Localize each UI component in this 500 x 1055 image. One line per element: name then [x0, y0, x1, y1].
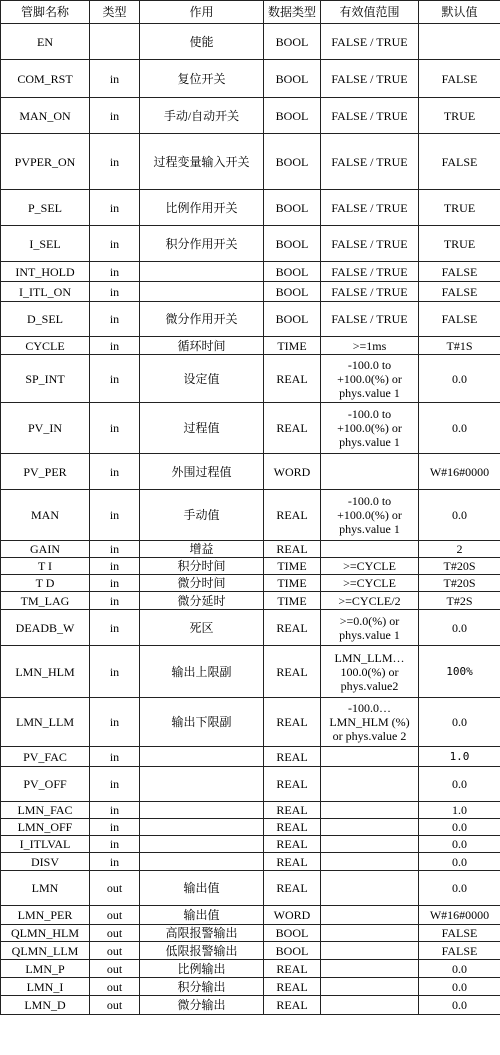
function-cell: 微分时间	[140, 575, 264, 592]
table-row	[1, 190, 500, 226]
default-value-cell: 0.0	[419, 996, 500, 1015]
default-value-cell: 0.0	[419, 836, 500, 853]
function-cell	[140, 836, 264, 853]
type-cell: in	[90, 541, 140, 558]
valid-range-cell	[321, 802, 419, 819]
default-value-cell: 0.0	[419, 819, 500, 836]
default-value-cell: TRUE	[419, 226, 500, 262]
valid-range-cell: FALSE / TRUE	[321, 134, 419, 190]
type-cell: in	[90, 802, 140, 819]
type-cell: in	[90, 60, 140, 98]
pin-name-cell: PV_PER	[1, 454, 90, 490]
pin-name-cell: INT_HOLD	[1, 262, 90, 282]
function-cell: 输出值	[140, 906, 264, 925]
valid-range-cell: -100.0 to +100.0(%) or phys.value 1	[321, 403, 419, 454]
table-row	[1, 24, 500, 60]
data-type-cell: REAL	[264, 836, 321, 853]
data-type-cell: REAL	[264, 698, 321, 747]
data-type-cell: REAL	[264, 355, 321, 403]
data-type-cell: REAL	[264, 490, 321, 541]
function-cell	[140, 747, 264, 767]
function-cell: 复位开关	[140, 60, 264, 98]
valid-range-cell	[321, 767, 419, 802]
type-cell: in	[90, 403, 140, 454]
function-cell	[140, 802, 264, 819]
data-type-cell: WORD	[264, 454, 321, 490]
type-cell: in	[90, 226, 140, 262]
default-value-cell: FALSE	[419, 302, 500, 337]
pin-name-cell: D_SEL	[1, 302, 90, 337]
table-row	[1, 98, 500, 134]
valid-range-cell: >=1ms	[321, 337, 419, 355]
data-type-cell: BOOL	[264, 134, 321, 190]
pin-name-cell: I_ITL_ON	[1, 282, 90, 302]
table-row	[1, 698, 500, 747]
type-cell: in	[90, 610, 140, 646]
pin-name-cell: I_ITLVAL	[1, 836, 90, 853]
type-cell: in	[90, 302, 140, 337]
pin-name-cell: LMN_D	[1, 996, 90, 1015]
type-cell: in	[90, 337, 140, 355]
header-type: 类型	[90, 1, 140, 24]
data-type-cell: TIME	[264, 337, 321, 355]
valid-range-cell: FALSE / TRUE	[321, 282, 419, 302]
valid-range-cell	[321, 942, 419, 960]
valid-range-cell	[321, 996, 419, 1015]
valid-range-cell: FALSE / TRUE	[321, 262, 419, 282]
type-cell: in	[90, 747, 140, 767]
function-cell	[140, 767, 264, 802]
data-type-cell: REAL	[264, 978, 321, 996]
type-cell: in	[90, 698, 140, 747]
default-value-cell: 1.0	[419, 747, 500, 767]
pin-name-cell: LMN_LLM	[1, 698, 90, 747]
type-cell: in	[90, 836, 140, 853]
type-cell: in	[90, 454, 140, 490]
default-value-cell: T#1S	[419, 337, 500, 355]
pin-name-cell: MAN_ON	[1, 98, 90, 134]
data-type-cell: BOOL	[264, 190, 321, 226]
type-cell: out	[90, 978, 140, 996]
function-cell: 比例作用开关	[140, 190, 264, 226]
pin-name-cell: CYCLE	[1, 337, 90, 355]
pin-name-cell: LMN_FAC	[1, 802, 90, 819]
default-value-cell: FALSE	[419, 60, 500, 98]
table-row	[1, 996, 500, 1015]
data-type-cell: BOOL	[264, 98, 321, 134]
data-type-cell: REAL	[264, 610, 321, 646]
default-value-cell: 100%	[419, 646, 500, 698]
header-data-type: 数据类型	[264, 1, 321, 24]
function-cell: 输出下限副	[140, 698, 264, 747]
table-row	[1, 942, 500, 960]
data-type-cell: REAL	[264, 871, 321, 906]
function-cell: 过程变量输入开关	[140, 134, 264, 190]
pin-name-cell: T I	[1, 558, 90, 575]
type-cell: in	[90, 490, 140, 541]
type-cell: out	[90, 871, 140, 906]
table-row	[1, 355, 500, 403]
table-row	[1, 871, 500, 906]
type-cell: in	[90, 853, 140, 871]
default-value-cell: 0.0	[419, 490, 500, 541]
function-cell	[140, 853, 264, 871]
data-type-cell: TIME	[264, 592, 321, 610]
table-row	[1, 767, 500, 802]
data-type-cell: REAL	[264, 960, 321, 978]
function-cell: 比例输出	[140, 960, 264, 978]
table-row	[1, 592, 500, 610]
function-cell: 外围过程值	[140, 454, 264, 490]
function-cell: 增益	[140, 541, 264, 558]
header-pin-name: 管脚名称	[1, 1, 90, 24]
valid-range-cell	[321, 960, 419, 978]
type-cell	[90, 24, 140, 60]
pin-name-cell: PV_OFF	[1, 767, 90, 802]
pin-name-cell: T D	[1, 575, 90, 592]
valid-range-cell: -100.0 to +100.0(%) or phys.value 1	[321, 490, 419, 541]
data-type-cell: BOOL	[264, 282, 321, 302]
table-row	[1, 853, 500, 871]
table-row	[1, 454, 500, 490]
table-row	[1, 60, 500, 98]
table-row	[1, 575, 500, 592]
pin-name-cell: P_SEL	[1, 190, 90, 226]
default-value-cell: 0.0	[419, 853, 500, 871]
table-row	[1, 226, 500, 262]
pin-name-cell: MAN	[1, 490, 90, 541]
valid-range-cell	[321, 819, 419, 836]
table-row	[1, 646, 500, 698]
data-type-cell: BOOL	[264, 262, 321, 282]
data-type-cell: BOOL	[264, 302, 321, 337]
data-type-cell: REAL	[264, 767, 321, 802]
valid-range-cell	[321, 747, 419, 767]
function-cell	[140, 282, 264, 302]
data-type-cell: BOOL	[264, 925, 321, 942]
default-value-cell	[419, 24, 500, 60]
valid-range-cell: -100.0… LMN_HLM (%) or phys.value 2	[321, 698, 419, 747]
data-type-cell: WORD	[264, 906, 321, 925]
table-row	[1, 906, 500, 925]
function-cell: 积分时间	[140, 558, 264, 575]
pin-name-cell: SP_INT	[1, 355, 90, 403]
valid-range-cell: -100.0 to +100.0(%) or phys.value 1	[321, 355, 419, 403]
table-row	[1, 925, 500, 942]
function-cell: 手动/自动开关	[140, 98, 264, 134]
table-row	[1, 610, 500, 646]
header-default-value: 默认值	[419, 1, 500, 24]
type-cell: in	[90, 262, 140, 282]
table-row	[1, 282, 500, 302]
type-cell: out	[90, 996, 140, 1015]
data-type-cell: TIME	[264, 575, 321, 592]
default-value-cell: 0.0	[419, 871, 500, 906]
function-cell: 微分作用开关	[140, 302, 264, 337]
pin-name-cell: LMN_HLM	[1, 646, 90, 698]
header-row	[1, 1, 500, 24]
pin-name-cell: PV_IN	[1, 403, 90, 454]
function-cell: 微分输出	[140, 996, 264, 1015]
data-type-cell: REAL	[264, 646, 321, 698]
data-type-cell: BOOL	[264, 226, 321, 262]
valid-range-cell	[321, 454, 419, 490]
header-function: 作用	[140, 1, 264, 24]
default-value-cell: 0.0	[419, 978, 500, 996]
data-type-cell: REAL	[264, 541, 321, 558]
valid-range-cell	[321, 871, 419, 906]
default-value-cell: 0.0	[419, 698, 500, 747]
valid-range-cell: >=CYCLE	[321, 558, 419, 575]
type-cell: out	[90, 925, 140, 942]
type-cell: in	[90, 355, 140, 403]
default-value-cell: TRUE	[419, 190, 500, 226]
type-cell: in	[90, 282, 140, 302]
pin-name-cell: DISV	[1, 853, 90, 871]
pin-name-cell: EN	[1, 24, 90, 60]
valid-range-cell: FALSE / TRUE	[321, 190, 419, 226]
type-cell: in	[90, 575, 140, 592]
type-cell: out	[90, 906, 140, 925]
valid-range-cell	[321, 853, 419, 871]
table-row	[1, 541, 500, 558]
function-cell: 手动值	[140, 490, 264, 541]
type-cell: in	[90, 190, 140, 226]
default-value-cell: 0.0	[419, 767, 500, 802]
table-row	[1, 490, 500, 541]
function-cell: 积分作用开关	[140, 226, 264, 262]
table-row	[1, 802, 500, 819]
valid-range-cell: FALSE / TRUE	[321, 60, 419, 98]
table-row	[1, 558, 500, 575]
default-value-cell: FALSE	[419, 134, 500, 190]
function-cell: 输出值	[140, 871, 264, 906]
function-cell: 设定值	[140, 355, 264, 403]
function-cell: 微分延时	[140, 592, 264, 610]
valid-range-cell: >=CYCLE/2	[321, 592, 419, 610]
pin-name-cell: PVPER_ON	[1, 134, 90, 190]
function-cell: 低限报警输出	[140, 942, 264, 960]
function-cell	[140, 819, 264, 836]
default-value-cell: FALSE	[419, 942, 500, 960]
valid-range-cell: FALSE / TRUE	[321, 302, 419, 337]
type-cell: in	[90, 558, 140, 575]
pin-name-cell: LMN_PER	[1, 906, 90, 925]
default-value-cell: FALSE	[419, 262, 500, 282]
table-row	[1, 978, 500, 996]
function-cell: 高限报警输出	[140, 925, 264, 942]
valid-range-cell: FALSE / TRUE	[321, 226, 419, 262]
valid-range-cell	[321, 925, 419, 942]
pin-name-cell: PV_FAC	[1, 747, 90, 767]
data-type-cell: TIME	[264, 558, 321, 575]
default-value-cell: 0.0	[419, 403, 500, 454]
function-cell	[140, 262, 264, 282]
valid-range-cell: >=0.0(%) or phys.value 1	[321, 610, 419, 646]
default-value-cell: T#2S	[419, 592, 500, 610]
function-cell: 过程值	[140, 403, 264, 454]
pin-name-cell: I_SEL	[1, 226, 90, 262]
function-cell: 循环时间	[140, 337, 264, 355]
default-value-cell: W#16#0000	[419, 454, 500, 490]
data-type-cell: REAL	[264, 403, 321, 454]
default-value-cell: 1.0	[419, 802, 500, 819]
table-row	[1, 836, 500, 853]
type-cell: in	[90, 134, 140, 190]
default-value-cell: FALSE	[419, 925, 500, 942]
pin-name-cell: TM_LAG	[1, 592, 90, 610]
pin-name-cell: COM_RST	[1, 60, 90, 98]
default-value-cell: 0.0	[419, 610, 500, 646]
type-cell: in	[90, 767, 140, 802]
default-value-cell: FALSE	[419, 282, 500, 302]
table-row	[1, 134, 500, 190]
data-type-cell: BOOL	[264, 60, 321, 98]
valid-range-cell: FALSE / TRUE	[321, 98, 419, 134]
data-type-cell: BOOL	[264, 942, 321, 960]
pin-name-cell: GAIN	[1, 541, 90, 558]
data-type-cell: BOOL	[264, 24, 321, 60]
table-row	[1, 403, 500, 454]
type-cell: in	[90, 646, 140, 698]
header-valid-range: 有效值范围	[321, 1, 419, 24]
pin-name-cell: LMN	[1, 871, 90, 906]
type-cell: in	[90, 592, 140, 610]
valid-range-cell	[321, 836, 419, 853]
default-value-cell: T#20S	[419, 575, 500, 592]
valid-range-cell	[321, 906, 419, 925]
table-body	[1, 24, 500, 1015]
type-cell: out	[90, 942, 140, 960]
table-row	[1, 960, 500, 978]
default-value-cell: T#20S	[419, 558, 500, 575]
valid-range-cell: >=CYCLE	[321, 575, 419, 592]
pin-name-cell: DEADB_W	[1, 610, 90, 646]
type-cell: out	[90, 960, 140, 978]
table-row	[1, 819, 500, 836]
function-cell: 积分输出	[140, 978, 264, 996]
function-cell: 输出上限副	[140, 646, 264, 698]
data-type-cell: REAL	[264, 802, 321, 819]
default-value-cell: 0.0	[419, 960, 500, 978]
valid-range-cell: LMN_LLM… 100.0(%) or phys.value2	[321, 646, 419, 698]
table-row	[1, 747, 500, 767]
valid-range-cell	[321, 541, 419, 558]
table-row	[1, 302, 500, 337]
default-value-cell: W#16#0000	[419, 906, 500, 925]
pin-name-cell: LMN_I	[1, 978, 90, 996]
default-value-cell: 2	[419, 541, 500, 558]
valid-range-cell	[321, 978, 419, 996]
data-type-cell: REAL	[264, 996, 321, 1015]
pin-name-cell: QLMN_LLM	[1, 942, 90, 960]
data-type-cell: REAL	[264, 819, 321, 836]
data-type-cell: REAL	[264, 747, 321, 767]
table-row	[1, 262, 500, 282]
pin-name-cell: QLMN_HLM	[1, 925, 90, 942]
data-type-cell: REAL	[264, 853, 321, 871]
table-row	[1, 337, 500, 355]
function-cell: 使能	[140, 24, 264, 60]
default-value-cell: TRUE	[419, 98, 500, 134]
valid-range-cell: FALSE / TRUE	[321, 24, 419, 60]
type-cell: in	[90, 98, 140, 134]
function-cell: 死区	[140, 610, 264, 646]
type-cell: in	[90, 819, 140, 836]
default-value-cell: 0.0	[419, 355, 500, 403]
pin-name-cell: LMN_P	[1, 960, 90, 978]
pin-name-cell: LMN_OFF	[1, 819, 90, 836]
